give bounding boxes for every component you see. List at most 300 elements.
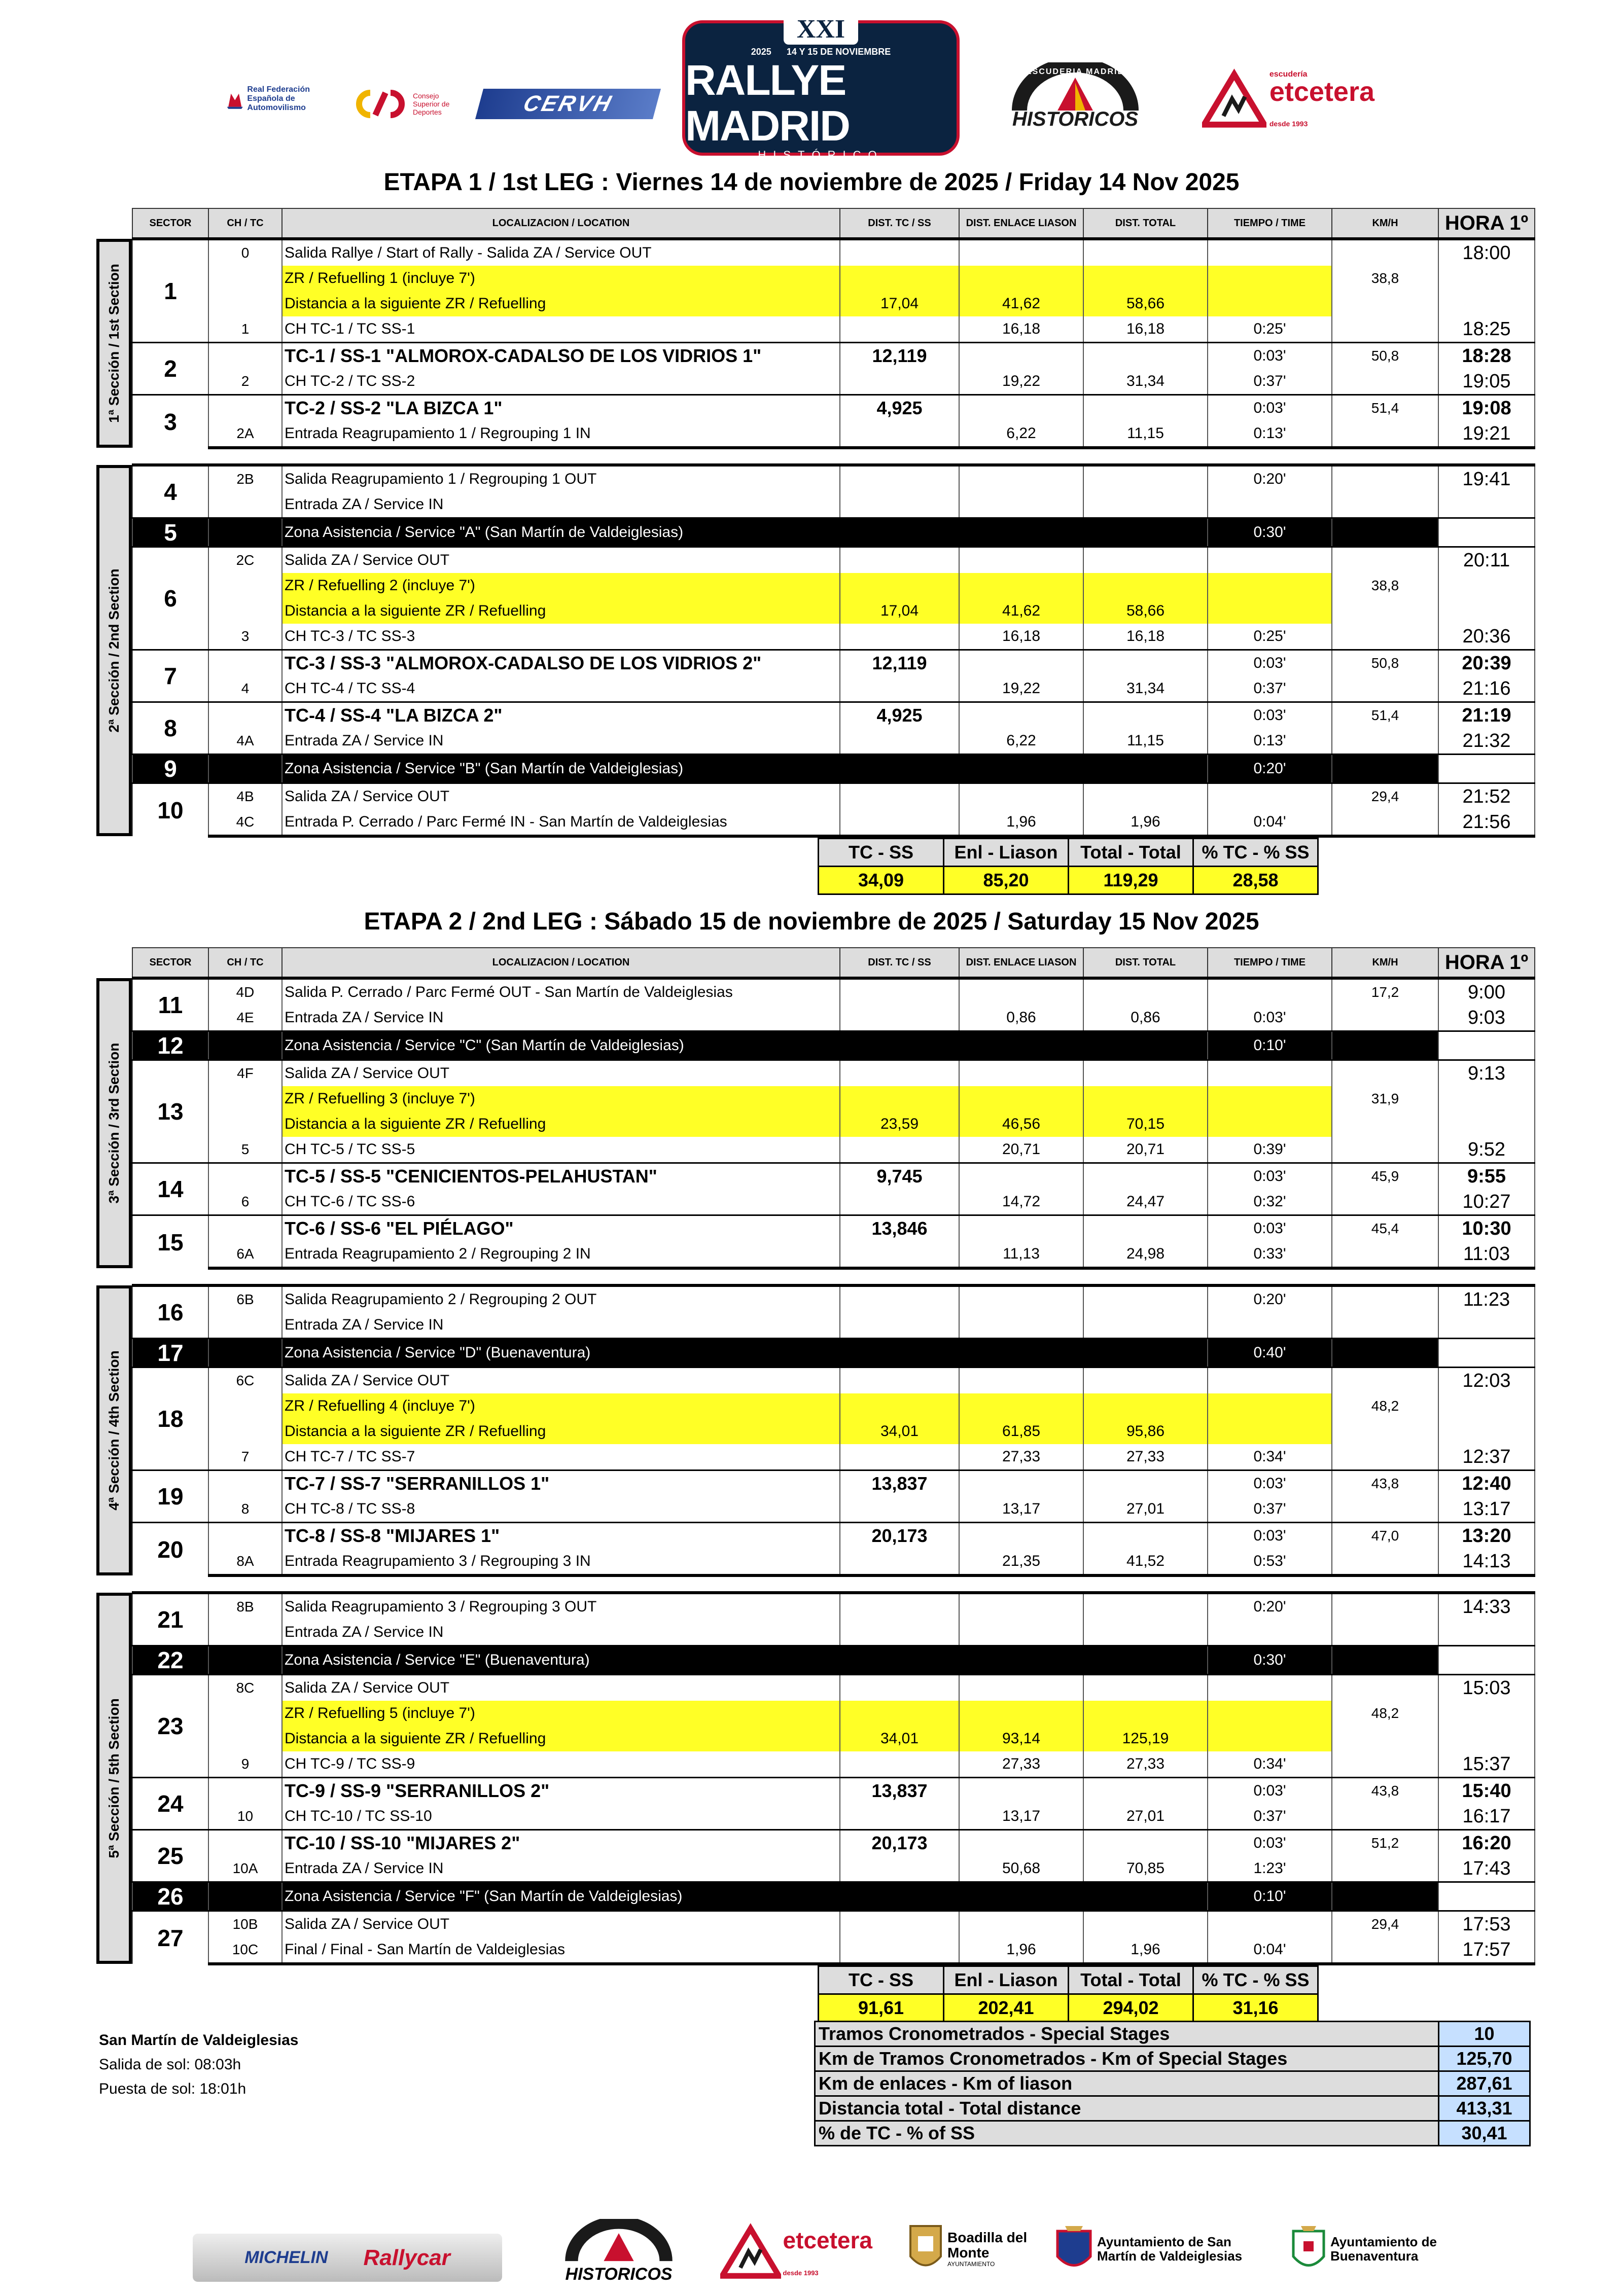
ch-tc-cell	[208, 1393, 282, 1419]
col-dist-total-header: DIST. TOTAL	[1083, 208, 1208, 239]
sector-number: 9	[132, 755, 208, 783]
ch-tc-cell	[208, 1215, 282, 1242]
itinerary-row	[132, 1726, 1535, 1751]
sector-number: 3	[132, 395, 208, 448]
kmh-cell	[1332, 1496, 1438, 1523]
michelin-rallycar-logo	[193, 2234, 502, 2282]
special-stage-row	[132, 702, 1535, 729]
sector-number: 19	[132, 1470, 208, 1523]
hora-cell	[1438, 1393, 1535, 1419]
col-location-header: LOCALIZACION / LOCATION	[282, 208, 840, 239]
kmh-cell: 51,2	[1332, 1830, 1438, 1856]
dist-total-cell: 11,15	[1083, 728, 1208, 755]
kmh-cell	[1332, 809, 1438, 836]
time-cell	[1208, 573, 1332, 598]
col-chtc-header: CH / TC	[208, 948, 282, 978]
kmh-cell	[1332, 755, 1438, 783]
location-cell: Entrada ZA / Service IN	[282, 492, 840, 518]
hora-cell: 16:17	[1438, 1804, 1535, 1830]
time-cell	[1208, 1620, 1332, 1646]
kmh-cell: 31,9	[1332, 1086, 1438, 1111]
itinerary-row	[132, 1137, 1535, 1163]
dist-total-cell	[1083, 1593, 1208, 1620]
dist-total-cell: 41,52	[1083, 1549, 1208, 1575]
special-stage-row	[132, 1163, 1535, 1190]
hora-cell: 17:53	[1438, 1911, 1535, 1938]
col-kmh-header: KM/H	[1332, 208, 1438, 239]
dist-tc-cell: 20,173	[840, 1523, 959, 1549]
itinerary-row	[132, 1312, 1535, 1339]
ch-tc-cell	[208, 1726, 282, 1751]
ch-tc-cell	[208, 755, 282, 783]
time-cell: 0:03'	[1208, 395, 1332, 421]
hora-cell: 12:03	[1438, 1368, 1535, 1394]
location-cell: Salida Reagrupamiento 1 / Regrouping 1 OUT	[282, 465, 840, 492]
location-cell: Entrada ZA / Service IN	[282, 1005, 840, 1031]
itinerary-row	[132, 1593, 1535, 1620]
hora-cell: 15:37	[1438, 1751, 1535, 1778]
rally-year: 2025	[751, 47, 771, 57]
location-cell: ZR / Refuelling 1 (incluye 7')	[282, 266, 840, 291]
itinerary-row	[132, 1675, 1535, 1701]
dist-total-cell	[1083, 1163, 1208, 1190]
time-cell	[1208, 1111, 1332, 1137]
time-cell: 0:33'	[1208, 1241, 1332, 1268]
time-cell	[1208, 1726, 1332, 1751]
rally-edition: XXI	[784, 14, 858, 45]
kmh-cell	[1332, 1882, 1438, 1911]
dist-total-cell: 95,86	[1083, 1419, 1208, 1444]
dist-total-cell	[1083, 650, 1208, 676]
ch-tc-cell: 6	[208, 1189, 282, 1215]
time-cell: 0:04'	[1208, 1937, 1332, 1964]
kmh-cell	[1332, 1189, 1438, 1215]
stage2-title: ETAPA 2 / 2nd LEG : Sábado 15 de noviembre de 2025 / Saturday 15 Nov 2025	[364, 908, 1259, 935]
ch-tc-cell: 1	[208, 316, 282, 343]
footer-etcetera-text: etcetera	[783, 2227, 872, 2253]
time-cell	[1208, 1086, 1332, 1111]
kmh-cell	[1332, 369, 1438, 395]
time-cell: 0:37'	[1208, 1804, 1332, 1830]
dist-tc-cell: 12,119	[840, 650, 959, 676]
summary-value: 413,31	[1439, 2096, 1530, 2121]
special-stage-row	[132, 1215, 1535, 1242]
ch-tc-cell	[208, 1646, 282, 1675]
dist-enlace-cell: 93,14	[959, 1726, 1083, 1751]
kmh-cell: 51,4	[1332, 395, 1438, 421]
dist-enlace-cell: 50,68	[959, 1856, 1083, 1882]
dist-enlace-cell	[959, 1060, 1083, 1087]
dist-enlace-cell	[959, 650, 1083, 676]
kmh-cell	[1332, 518, 1438, 547]
kmh-cell	[1332, 1339, 1438, 1368]
kmh-cell	[1332, 1060, 1438, 1087]
dist-total-cell: 11,15	[1083, 421, 1208, 448]
itinerary-row	[132, 1285, 1535, 1312]
hora-cell: 9:00	[1438, 978, 1535, 1005]
dist-enlace-cell	[959, 266, 1083, 291]
sector-number: 4	[132, 465, 208, 518]
hora-cell	[1438, 1646, 1535, 1675]
dist-tc-cell: 23,59	[840, 1111, 959, 1137]
dist-tc-cell	[840, 1911, 959, 1938]
dist-tc-cell	[840, 1189, 959, 1215]
total-header-pct: % TC - % SS	[1193, 1966, 1318, 1994]
time-cell: 0:20'	[1208, 1285, 1332, 1312]
dist-total-cell	[1083, 1911, 1208, 1938]
location-cell: CH TC-5 / TC SS-5	[282, 1137, 840, 1163]
dist-tc-cell	[840, 1675, 959, 1701]
column-header-row	[132, 948, 1535, 978]
itinerary-row	[132, 1701, 1535, 1726]
dist-tc-cell: 9,745	[840, 1163, 959, 1190]
dist-total-cell	[1083, 1675, 1208, 1701]
hora-cell	[1438, 1031, 1535, 1060]
location-cell: Distancia a la siguiente ZR / Refuelling	[282, 291, 840, 316]
location-cell: Entrada ZA / Service IN	[282, 1312, 840, 1339]
dist-enlace-cell	[959, 1620, 1083, 1646]
sunset-text: Puesta de sol: 18:01h	[99, 2080, 246, 2097]
time-cell: 0:03'	[1208, 1523, 1332, 1549]
dist-enlace-cell	[959, 1911, 1083, 1938]
sector-number: 18	[132, 1368, 208, 1470]
time-cell: 0:04'	[1208, 809, 1332, 836]
dist-total-cell: 125,19	[1083, 1726, 1208, 1751]
sector-number: 10	[132, 783, 208, 837]
time-cell: 0:10'	[1208, 1882, 1332, 1911]
time-cell: 0:37'	[1208, 1496, 1332, 1523]
time-cell	[1208, 1675, 1332, 1701]
dist-enlace-cell: 16,18	[959, 316, 1083, 343]
time-cell: 0:53'	[1208, 1549, 1332, 1575]
total-header-enl: Enl - Liason	[944, 839, 1069, 867]
kmh-cell	[1332, 624, 1438, 650]
kmh-cell: 43,8	[1332, 1778, 1438, 1804]
time-cell: 0:03'	[1208, 702, 1332, 729]
itinerary-row	[132, 1549, 1535, 1575]
hora-cell: 12:40	[1438, 1470, 1535, 1497]
etcetera-text: etcetera	[1269, 77, 1374, 107]
dist-tc-cell	[840, 1285, 959, 1312]
kmh-cell: 38,8	[1332, 573, 1438, 598]
kmh-cell	[1332, 1031, 1438, 1060]
dist-tc-cell	[840, 1620, 959, 1646]
dist-enlace-cell: 46,56	[959, 1111, 1083, 1137]
itinerary-row	[132, 291, 1535, 316]
location-cell: Zona Asistencia / Service "B" (San Martín de Valdeiglesias)	[282, 755, 1208, 783]
ch-tc-cell	[208, 1701, 282, 1726]
total-value-total: 294,02	[1069, 1994, 1193, 2022]
place-info	[99, 2028, 299, 2101]
dist-enlace-cell	[959, 1830, 1083, 1856]
ch-tc-cell	[208, 1312, 282, 1339]
time-cell: 0:13'	[1208, 728, 1332, 755]
location-cell: Salida ZA / Service OUT	[282, 1060, 840, 1087]
dist-total-cell: 20,71	[1083, 1137, 1208, 1163]
dist-total-cell	[1083, 1368, 1208, 1394]
time-cell: 0:03'	[1208, 1830, 1332, 1856]
summary-value: 30,41	[1439, 2121, 1530, 2146]
itinerary-row	[132, 809, 1535, 836]
time-cell	[1208, 1393, 1332, 1419]
time-cell: 0:03'	[1208, 1163, 1332, 1190]
footer-etcetera-triangle-icon	[720, 2222, 781, 2281]
time-cell: 0:25'	[1208, 316, 1332, 343]
dist-tc-cell	[840, 492, 959, 518]
dist-enlace-cell	[959, 1163, 1083, 1190]
time-cell: 0:25'	[1208, 624, 1332, 650]
location-cell: Zona Asistencia / Service "F" (San Martín de Valdeiglesias)	[282, 1882, 1208, 1911]
time-cell	[1208, 1312, 1332, 1339]
sector-number: 12	[132, 1031, 208, 1060]
time-cell	[1208, 492, 1332, 518]
dist-total-cell	[1083, 1701, 1208, 1726]
sector-number: 26	[132, 1882, 208, 1911]
dist-enlace-cell	[959, 1285, 1083, 1312]
kmh-cell	[1332, 291, 1438, 316]
dist-tc-cell: 12,119	[840, 343, 959, 369]
stage2-itinerary-table	[132, 947, 1535, 1965]
dist-enlace-cell	[959, 492, 1083, 518]
time-cell: 0:39'	[1208, 1137, 1332, 1163]
michelin-text: MICHELIN	[244, 2248, 328, 2267]
itinerary-row	[132, 1496, 1535, 1523]
time-cell: 0:20'	[1208, 755, 1332, 783]
ch-tc-cell: 2C	[208, 547, 282, 573]
location-cell: CH TC-1 / TC SS-1	[282, 316, 840, 343]
stage1-totals-table	[818, 838, 1319, 895]
itinerary-row	[132, 1086, 1535, 1111]
dist-total-cell: 31,34	[1083, 676, 1208, 702]
dist-enlace-cell: 6,22	[959, 728, 1083, 755]
dist-tc-cell: 20,173	[840, 1830, 959, 1856]
sector-number: 25	[132, 1830, 208, 1882]
total-header-total: Total - Total	[1069, 839, 1193, 867]
kmh-cell	[1332, 547, 1438, 573]
kmh-cell	[1332, 1620, 1438, 1646]
summary-value: 287,61	[1439, 2071, 1530, 2096]
col-time-header: TIEMPO / TIME	[1208, 208, 1332, 239]
dist-tc-cell	[840, 809, 959, 836]
dist-total-cell	[1083, 1215, 1208, 1242]
kmh-cell	[1332, 598, 1438, 624]
kmh-cell: 29,4	[1332, 783, 1438, 810]
dist-enlace-cell	[959, 465, 1083, 492]
dist-enlace-cell	[959, 783, 1083, 810]
special-stage-row	[132, 1470, 1535, 1497]
location-cell: TC-5 / SS-5 "CENICIENTOS-PELAHUSTAN"	[282, 1163, 840, 1190]
special-stage-row	[132, 1778, 1535, 1804]
buenaventura-shield-icon	[1291, 2223, 1326, 2274]
ch-tc-cell: 3	[208, 624, 282, 650]
hora-cell	[1438, 755, 1535, 783]
ch-tc-cell	[208, 1086, 282, 1111]
hora-cell: 9:13	[1438, 1060, 1535, 1087]
dist-tc-cell	[840, 239, 959, 266]
location-cell: Zona Asistencia / Service "A" (San Martín de Valdeiglesias)	[282, 518, 1208, 547]
time-cell: 0:20'	[1208, 1593, 1332, 1620]
hora-cell	[1438, 1620, 1535, 1646]
dist-total-cell	[1083, 1620, 1208, 1646]
rfeda-logo	[226, 76, 337, 122]
location-cell: Salida P. Cerrado / Parc Fermé OUT - San Martín de Valdeiglesias	[282, 978, 840, 1005]
hora-cell: 17:57	[1438, 1937, 1535, 1964]
dist-total-cell	[1083, 702, 1208, 729]
time-cell	[1208, 266, 1332, 291]
rallycar-text: Rallycar	[363, 2245, 450, 2270]
dist-enlace-cell: 61,85	[959, 1419, 1083, 1444]
dist-tc-cell	[840, 1856, 959, 1882]
kmh-cell: 43,8	[1332, 1470, 1438, 1497]
sunrise-text: Salida de sol: 08:03h	[99, 2056, 241, 2073]
dist-total-cell: 1,96	[1083, 1937, 1208, 1964]
dist-enlace-cell	[959, 702, 1083, 729]
ch-tc-cell	[208, 343, 282, 369]
hora-cell: 21:19	[1438, 702, 1535, 729]
col-dist-tc-header: DIST. TC / SS	[840, 948, 959, 978]
dist-total-cell	[1083, 343, 1208, 369]
section-side-label	[96, 1593, 132, 1964]
ch-tc-cell	[208, 1523, 282, 1549]
time-cell	[1208, 598, 1332, 624]
dist-tc-cell	[840, 1393, 959, 1419]
location-cell: TC-6 / SS-6 "EL PIÉLAGO"	[282, 1215, 840, 1242]
dist-tc-cell	[840, 1701, 959, 1726]
ch-tc-cell	[208, 395, 282, 421]
location-cell: ZR / Refuelling 3 (incluye 7')	[282, 1086, 840, 1111]
kmh-cell: 17,2	[1332, 978, 1438, 1005]
cervh-text: CERVH	[520, 91, 616, 116]
itinerary-row	[132, 598, 1535, 624]
location-cell: Salida ZA / Service OUT	[282, 547, 840, 573]
dist-total-cell: 27,01	[1083, 1804, 1208, 1830]
sector-number: 24	[132, 1778, 208, 1830]
itinerary-row	[132, 369, 1535, 395]
dist-tc-cell	[840, 676, 959, 702]
footer-historicos-text: HISTORICOS	[565, 2264, 673, 2284]
time-cell: 0:37'	[1208, 676, 1332, 702]
kmh-cell	[1332, 1241, 1438, 1268]
dist-total-cell	[1083, 783, 1208, 810]
section-side-label	[96, 978, 132, 1268]
hora-cell	[1438, 291, 1535, 316]
kmh-cell: 48,2	[1332, 1393, 1438, 1419]
summary-label: % de TC - % of SS	[815, 2121, 1439, 2146]
dist-total-cell: 27,01	[1083, 1496, 1208, 1523]
location-cell: Distancia a la siguiente ZR / Refuelling	[282, 1111, 840, 1137]
etcetera-since-text: desde 1993	[1269, 120, 1308, 128]
section-label-text: 2ª Sección / 2nd Section	[106, 568, 122, 733]
sector-number: 13	[132, 1060, 208, 1163]
sector-number: 21	[132, 1593, 208, 1646]
buenaventura-logo	[1291, 2216, 1458, 2282]
special-stage-row	[132, 1830, 1535, 1856]
hora-cell: 9:03	[1438, 1005, 1535, 1031]
dist-tc-cell	[840, 1496, 959, 1523]
itinerary-row	[132, 1937, 1535, 1964]
dist-total-cell	[1083, 239, 1208, 266]
special-stage-row	[132, 343, 1535, 369]
etcetera-triangle-icon	[1202, 66, 1266, 132]
col-time-header: TIEMPO / TIME	[1208, 948, 1332, 978]
summary-label: Distancia total - Total distance	[815, 2096, 1439, 2121]
dist-tc-cell: 17,04	[840, 291, 959, 316]
kmh-cell	[1332, 421, 1438, 448]
hora-cell: 15:40	[1438, 1778, 1535, 1804]
itinerary-row	[132, 783, 1535, 810]
itinerary-row	[132, 676, 1535, 702]
itinerary-row	[132, 1911, 1535, 1938]
historicos-logo	[999, 56, 1151, 137]
dist-enlace-cell	[959, 1778, 1083, 1804]
location-cell: Salida ZA / Service OUT	[282, 1911, 840, 1938]
ch-tc-cell: 4	[208, 676, 282, 702]
section-side-label	[96, 1285, 132, 1575]
special-stage-row	[132, 1523, 1535, 1549]
dist-enlace-cell	[959, 1593, 1083, 1620]
dist-enlace-cell: 16,18	[959, 624, 1083, 650]
historicos-top-text: ESCUDERIA MADRID	[1026, 67, 1125, 76]
summary-value: 10	[1439, 2022, 1530, 2047]
dist-tc-cell	[840, 316, 959, 343]
dist-enlace-cell	[959, 1470, 1083, 1497]
cervh-logo	[475, 89, 661, 119]
dist-total-cell	[1083, 1470, 1208, 1497]
itinerary-row	[132, 624, 1535, 650]
boadilla-sub: AYUNTAMIENTO	[947, 2261, 995, 2268]
sector-number: 11	[132, 978, 208, 1031]
kmh-cell	[1332, 1751, 1438, 1778]
dist-total-cell: 27,33	[1083, 1751, 1208, 1778]
ch-tc-cell: 8C	[208, 1675, 282, 1701]
location-cell: Distancia a la siguiente ZR / Refuelling	[282, 598, 840, 624]
hora-cell: 14:13	[1438, 1549, 1535, 1575]
dist-tc-cell	[840, 624, 959, 650]
kmh-cell: 51,4	[1332, 702, 1438, 729]
service-zone-row	[132, 1646, 1535, 1675]
dist-tc-cell	[840, 1593, 959, 1620]
col-hora-header: HORA 1º	[1438, 208, 1535, 239]
sector-number: 6	[132, 547, 208, 650]
ch-tc-cell: 4B	[208, 783, 282, 810]
ch-tc-cell: 8A	[208, 1549, 282, 1575]
kmh-cell	[1332, 1312, 1438, 1339]
ch-tc-cell: 2B	[208, 465, 282, 492]
csd-mark-icon	[350, 89, 411, 119]
dist-total-cell: 16,18	[1083, 624, 1208, 650]
hora-cell: 10:30	[1438, 1215, 1535, 1242]
section-spacer	[132, 1268, 1535, 1285]
itinerary-row	[132, 1751, 1535, 1778]
location-cell: ZR / Refuelling 2 (incluye 7')	[282, 573, 840, 598]
header-logos	[0, 0, 1623, 167]
kmh-cell	[1332, 1593, 1438, 1620]
dist-tc-cell	[840, 421, 959, 448]
hora-cell	[1438, 518, 1535, 547]
time-cell: 0:03'	[1208, 1215, 1332, 1242]
hora-cell	[1438, 492, 1535, 518]
section-spacer	[132, 1575, 1535, 1593]
section-label-text: 1ª Sección / 1st Section	[106, 264, 122, 423]
hora-cell	[1438, 1701, 1535, 1726]
dist-enlace-cell	[959, 978, 1083, 1005]
dist-tc-cell	[840, 1312, 959, 1339]
location-cell: CH TC-6 / TC SS-6	[282, 1189, 840, 1215]
dist-tc-cell	[840, 369, 959, 395]
time-cell: 0:37'	[1208, 369, 1332, 395]
section-label-text: 5ª Sección / 5th Section	[106, 1698, 122, 1858]
time-cell	[1208, 1419, 1332, 1444]
